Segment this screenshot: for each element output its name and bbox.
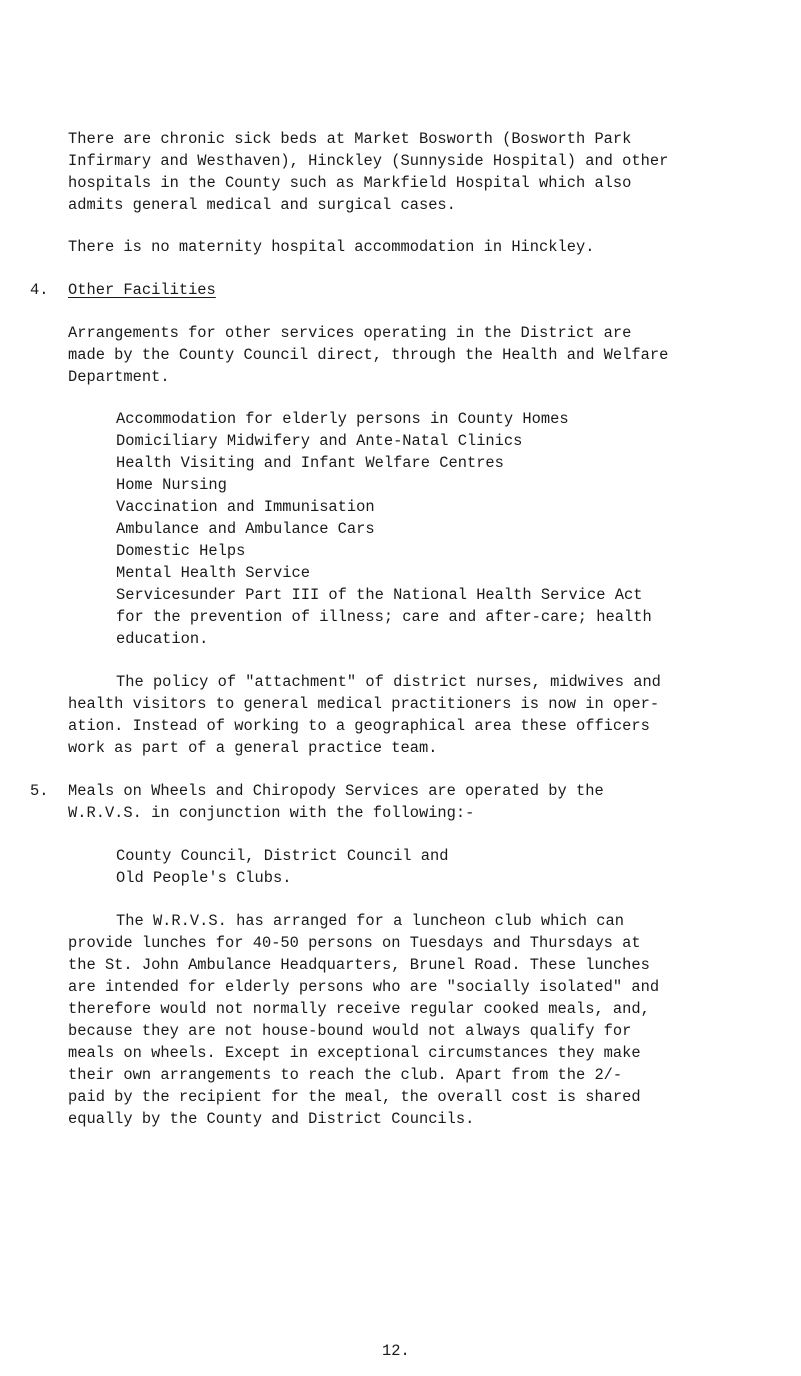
list-item: Domiciliary Midwifery and Ante-Natal Clinics	[116, 432, 523, 450]
text-line: made by the County Council direct, through the Health and Welfare	[68, 346, 669, 364]
section-heading: Other Facilities	[68, 281, 216, 299]
text-line: The policy of "attachment" of district nurses, midwives and	[116, 673, 661, 691]
list-item: Domestic Helps	[116, 542, 246, 560]
text-line: admits general medical and surgical cases.	[68, 196, 456, 214]
list-item: Servicesunder Part III of the National Health Service Act	[116, 586, 643, 604]
text-line: The W.R.V.S. has arranged for a luncheon club which can	[116, 912, 624, 930]
text-line: Arrangements for other services operating in the District are	[68, 324, 632, 342]
text-line: their own arrangements to reach the club. Apart from the 2/-	[68, 1066, 623, 1084]
page-number: 12.	[382, 1342, 410, 1360]
text-line: Meals on Wheels and Chiropody Services are operated by the	[68, 782, 604, 800]
list-item: Old People's Clubs.	[116, 869, 292, 887]
list-item: for the prevention of illness; care and after-care; health	[116, 608, 652, 626]
text-line: hospitals in the County such as Markfield Hospital which also	[68, 174, 632, 192]
text-line: work as part of a general practice team.	[68, 739, 438, 757]
text-line: provide lunches for 40-50 persons on Tuesdays and Thursdays at	[68, 934, 641, 952]
list-item: Accommodation for elderly persons in County Homes	[116, 410, 569, 428]
paragraph-maternity: There is no maternity hospital accommodation in Hinckley.	[68, 238, 595, 256]
text-line: There are chronic sick beds at Market Bosworth (Bosworth Park	[68, 130, 632, 148]
text-line: Department.	[68, 368, 170, 386]
text-line: because they are not house-bound would not always qualify for	[68, 1022, 632, 1040]
text-line: are intended for elderly persons who are "socially isolated" and	[68, 978, 660, 996]
list-item: Mental Health Service	[116, 564, 310, 582]
text-line: the St. John Ambulance Headquarters, Brunel Road. These lunches	[68, 956, 650, 974]
list-item: County Council, District Council and	[116, 847, 449, 865]
text-line: ation. Instead of working to a geographical area these officers	[68, 717, 650, 735]
list-item: Ambulance and Ambulance Cars	[116, 520, 375, 538]
list-item: Home Nursing	[116, 476, 227, 494]
text-line: Infirmary and Westhaven), Hinckley (Sunnyside Hospital) and other	[68, 152, 669, 170]
list-item: education.	[116, 630, 209, 648]
section-number: 5.	[30, 782, 49, 800]
section-number: 4.	[30, 281, 49, 299]
text-line: equally by the County and District Councils.	[68, 1110, 475, 1128]
text-line: meals on wheels. Except in exceptional circumstances they make	[68, 1044, 641, 1062]
text-line: therefore would not normally receive regular cooked meals, and,	[68, 1000, 650, 1018]
text-line: paid by the recipient for the meal, the overall cost is shared	[68, 1088, 641, 1106]
text-line: health visitors to general medical practitioners is now in oper-	[68, 695, 660, 713]
text-line: W.R.V.S. in conjunction with the following:-	[68, 804, 475, 822]
list-item: Health Visiting and Infant Welfare Centres	[116, 454, 504, 472]
list-item: Vaccination and Immunisation	[116, 498, 375, 516]
